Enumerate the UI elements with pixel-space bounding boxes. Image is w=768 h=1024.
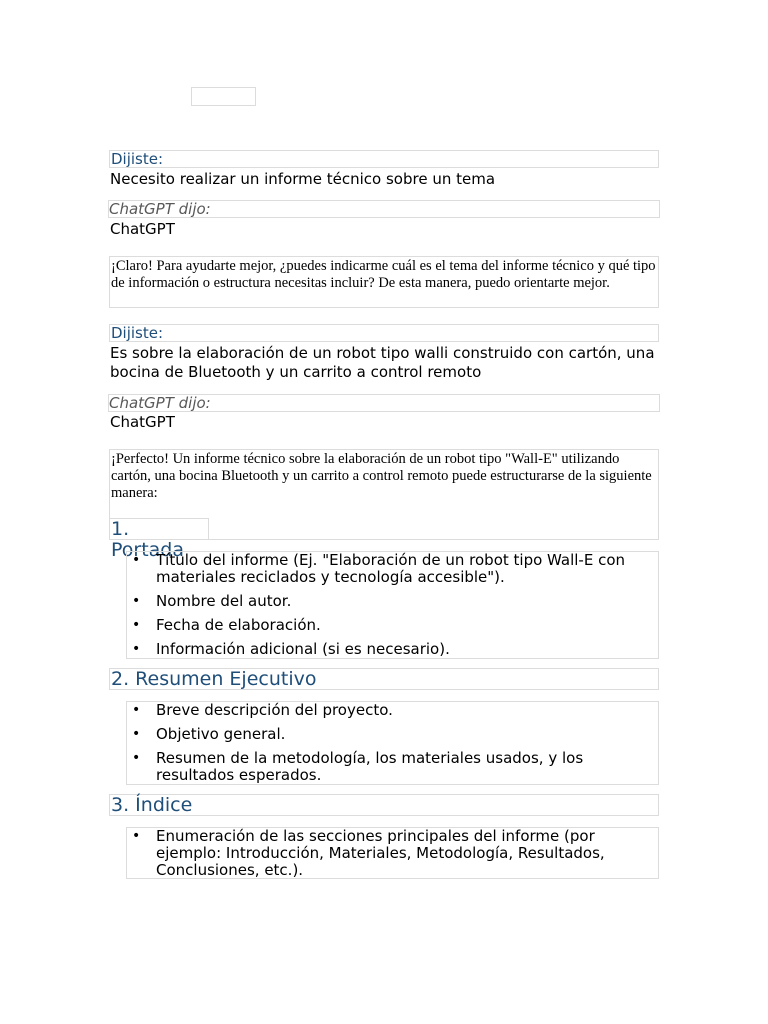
assistant-label: ChatGPT dijo: (108, 394, 660, 412)
section-heading: 3. Índice (109, 794, 659, 816)
section-heading: 2. Resumen Ejecutivo (109, 668, 659, 690)
bullet-list (127, 828, 658, 879)
assistant-name: ChatGPT (110, 413, 175, 431)
list-item: • Nombre del autor. (127, 593, 658, 610)
assistant-message: ¡Perfecto! Un informe técnico sobre la elaboración de un robot tipo "Wall-E" utilizando cartón, una bocina Bluetooth y un carrito a control remoto puede estructurarse de la siguiente manera: (109, 449, 659, 540)
list-item: • Título del informe (Ej. "Elaboración de un robot tipo Wall-E con materiales reciclados y tecnología accesible"). (127, 552, 658, 586)
bullet-list (127, 552, 658, 658)
assistant-name: ChatGPT (110, 220, 175, 238)
list-item: • Breve descripción del proyecto. (127, 702, 658, 719)
list-item: • Fecha de elaboración. (127, 617, 658, 634)
list-item: • Resumen de la metodología, los materiales usados, y los resultados esperados. (127, 750, 658, 784)
user-label: Dijiste: (109, 150, 659, 168)
assistant-message: ¡Claro! Para ayudarte mejor, ¿puedes indicarme cuál es el tema del informe técnico y qué tipo de información o estructura necesitas incluir? De esta manera, puedo orientarte mejor. (109, 256, 659, 308)
bullet-list (127, 702, 658, 784)
assistant-label: ChatGPT dijo: (108, 200, 660, 218)
list-item: • Objetivo general. (127, 726, 658, 743)
bullet-list-box (126, 701, 659, 785)
list-item: • Enumeración de las secciones principales del informe (por ejemplo: Introducción, Materiales, Metodología, Resultados, Conclusiones, etc.). (127, 828, 658, 879)
user-message: Necesito realizar un informe técnico sobre un tema (110, 170, 496, 188)
empty-field (191, 87, 256, 106)
section-heading: 1. Portada (109, 518, 209, 540)
bullet-list-box (126, 551, 659, 659)
user-message: Es sobre la elaboración de un robot tipo walli construido con cartón, una bocina de Bluetooth y un carrito a control remoto (110, 344, 655, 381)
list-item: • Información adicional (si es necesario). (127, 641, 658, 658)
user-label: Dijiste: (109, 324, 659, 342)
bullet-list-box (126, 827, 659, 879)
